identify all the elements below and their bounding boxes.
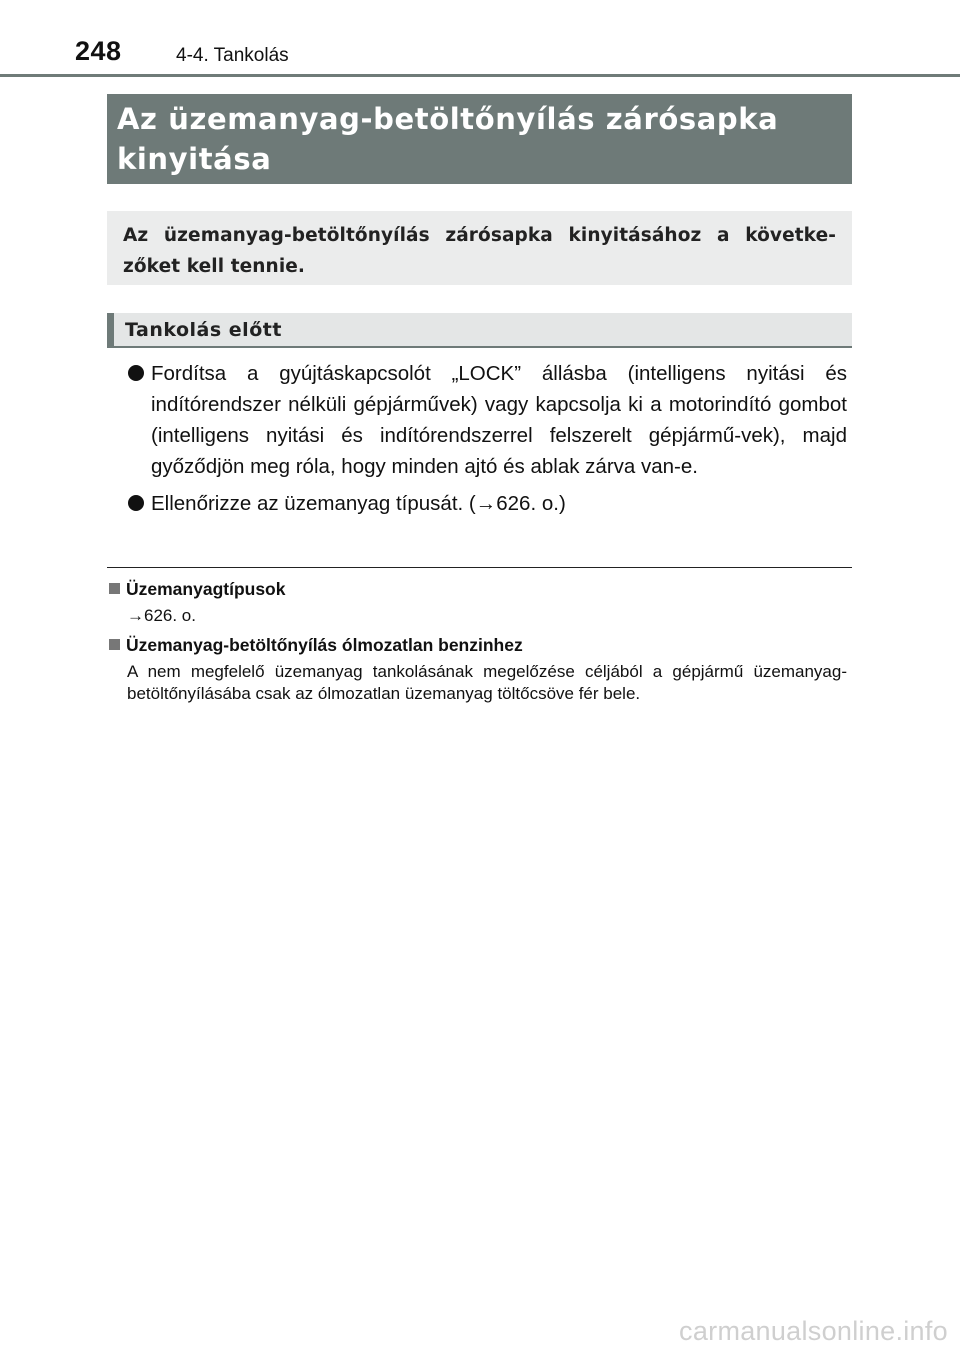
note-heading	[107, 577, 847, 601]
note-heading-text: Üzemanyag-betöltőnyílás ólmozatlan benzinhez	[126, 635, 523, 655]
page-title: Az üzemanyag-betöltőnyílás zárósapka kinyitása	[117, 102, 779, 176]
bullet-item	[125, 358, 847, 482]
bullet-list	[125, 358, 847, 525]
note-item	[107, 577, 847, 627]
subheading-text: Tankolás előtt	[125, 319, 282, 341]
title-box	[107, 94, 852, 184]
note-item	[107, 633, 847, 705]
bullet-text: Fordítsa a gyújtáskapcsolót „LOCK” állásba (intelligens nyitási és indítórendszer nélküli gépjárművek) vagy kapcsolja ki a motorindító gombot (intelligens nyitási és indítórendszerrel felszerelt gépjármű-vek), majd győződjön meg róla, hogy minden ajtó és ablak zárva van-e.	[151, 362, 847, 478]
note-heading	[107, 633, 847, 657]
square-bullet-icon	[109, 639, 120, 650]
bullet-dot-icon	[128, 495, 144, 511]
watermark: carmanualsonline.info	[679, 1316, 948, 1346]
note-body: →626. o.	[127, 606, 196, 625]
bullet-text: Ellenőrizze az üzemanyag típusát. (→626. o.)	[151, 492, 566, 515]
subheading-box	[107, 313, 852, 348]
note-heading-text: Üzemanyagtípusok	[126, 579, 286, 599]
section-label: 4-4. Tankolás	[176, 45, 289, 66]
square-bullet-icon	[109, 583, 120, 594]
bullet-item	[125, 488, 847, 519]
bullet-dot-icon	[128, 365, 144, 381]
intro-box	[107, 211, 852, 285]
subheading-bar	[107, 313, 114, 346]
page-number: 248	[75, 36, 122, 66]
notes-section	[107, 577, 847, 711]
note-body: A nem megfelelő üzemanyag tankolásának megelőzése céljából a gépjármű üzemanyag-betöltőnyílásába csak az ólmozatlan üzemanyag töltőcsöve fér bele.	[127, 662, 847, 703]
header-rule	[0, 74, 960, 77]
notes-divider	[107, 567, 852, 568]
intro-text: Az üzemanyag-betöltőnyílás zárósapka kinyitásához a követke-zőket kell tennie.	[123, 225, 836, 277]
page-header	[0, 0, 960, 80]
